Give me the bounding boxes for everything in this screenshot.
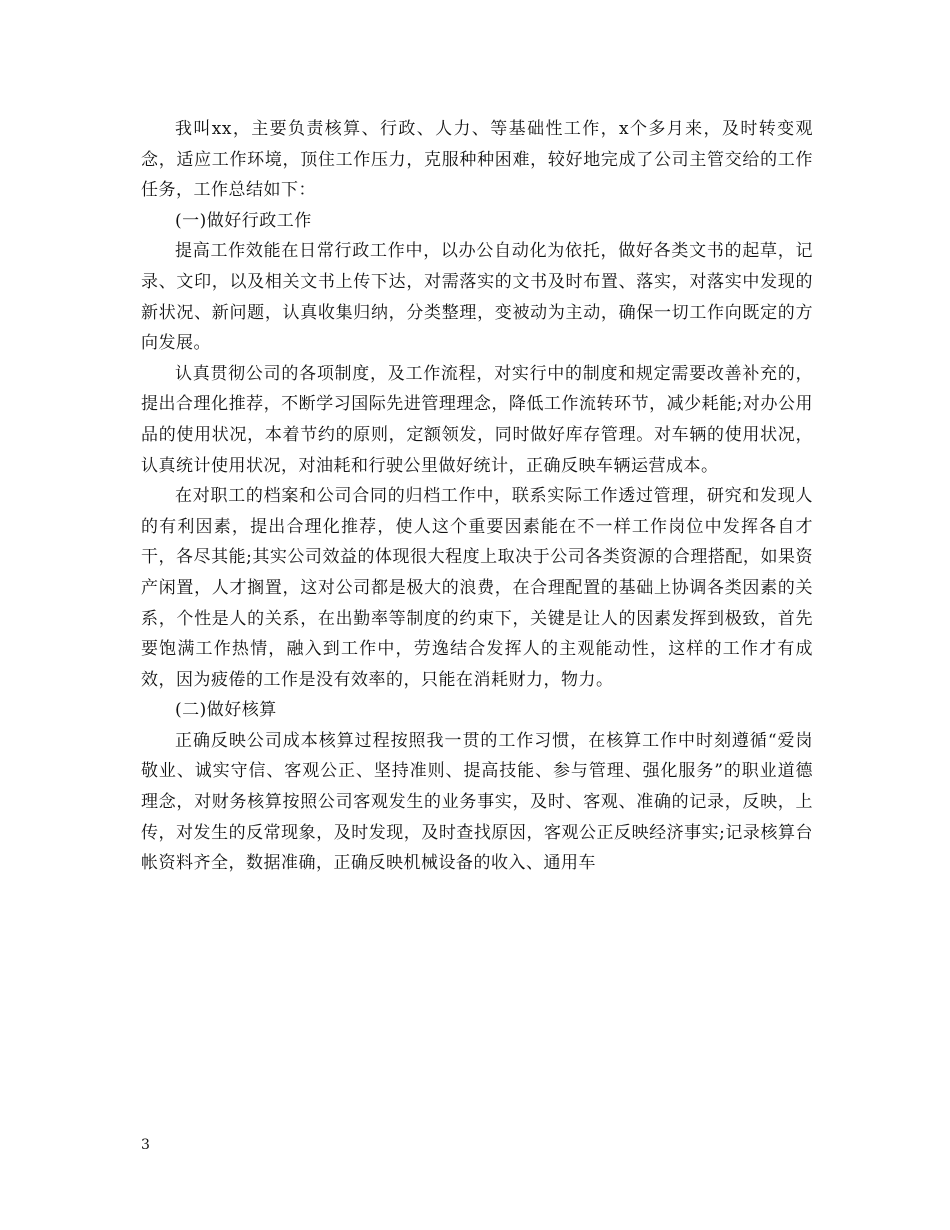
section-heading-administration: (一)做好行政工作 (175, 210, 312, 231)
paragraph-personnel-archives: 在对职工的档案和公司合同的归档工作中，联系实际工作透过管理，研究和发现人的有利因素，提出合理化推荐，使人这个重要因素能在不一样工作岗位中发挥各自才干，各尽其能;其实公司效益的体现很大程度上取决于公司各类资源的合理搭配，如果资产闲置，人才搁置，这对公司都是极大的浪费，在合理配置的基础上协调各类因素的关系，个性是人的关系，在出勤率等制度的约束下，关键是让人的因素发挥到极致，首先要饱满工作热情，融入到工作中，劳逸结合发挥人的主观能动性，这样的工作才有成效，因为疲倦的工作是没有效率的，只能在消耗财力，物力。 (141, 486, 813, 690)
section-heading-accounting: (二)做好核算 (175, 700, 277, 721)
paragraph-cost-accounting: 正确反映公司成本核算过程按照我一贯的工作习惯，在核算工作中时刻遵循“爱岗敬业、诚实守信、客观公正、坚持准则、提高技能、参与管理、强化服务”的职业道德理念，对财务核算按照公司客观发生的业务事实，及时、客观、准确的记录，反映，上传，对发生的反常现象，及时发现，及时查找原因，客观公正反映经济事实;记录核算台帐资料齐全，数据准确，正确反映机械设备的收入、通用车 (141, 730, 813, 874)
paragraph-intro: 我叫xx，主要负责核算、行政、人力、等基础性工作，x个多月来，及时转变观念，适应工作环境，顶住工作压力，克服种种困难，较好地完成了公司主管交给的工作任务，工作总结如下： (141, 119, 813, 201)
paragraph-admin-policies: 认真贯彻公司的各项制度，及工作流程，对实行中的制度和规定需要改善补充的，提出合理化推荐，不断学习国际先进管理理念，降低工作流转环节，减少耗能;对办公用品的使用状况，本着节约的原则，定额领发，同时做好库存管理。对车辆的使用状况，认真统计使用状况，对油耗和行驶公里做好统计，正确反映车辆运营成本。 (141, 363, 813, 476)
document-body (141, 114, 813, 879)
paragraph-admin-efficiency: 提高工作效能在日常行政工作中，以办公自动化为依托，做好各类文书的起草，记录、文印，以及相关文书上传下达，对需落实的文书及时布置、落实，对落实中发现的新状况、新问题，认真收集归纳，分类整理，变被动为主动，确保一切工作向既定的方向发展。 (141, 241, 813, 354)
page-number: 3 (141, 1137, 150, 1153)
